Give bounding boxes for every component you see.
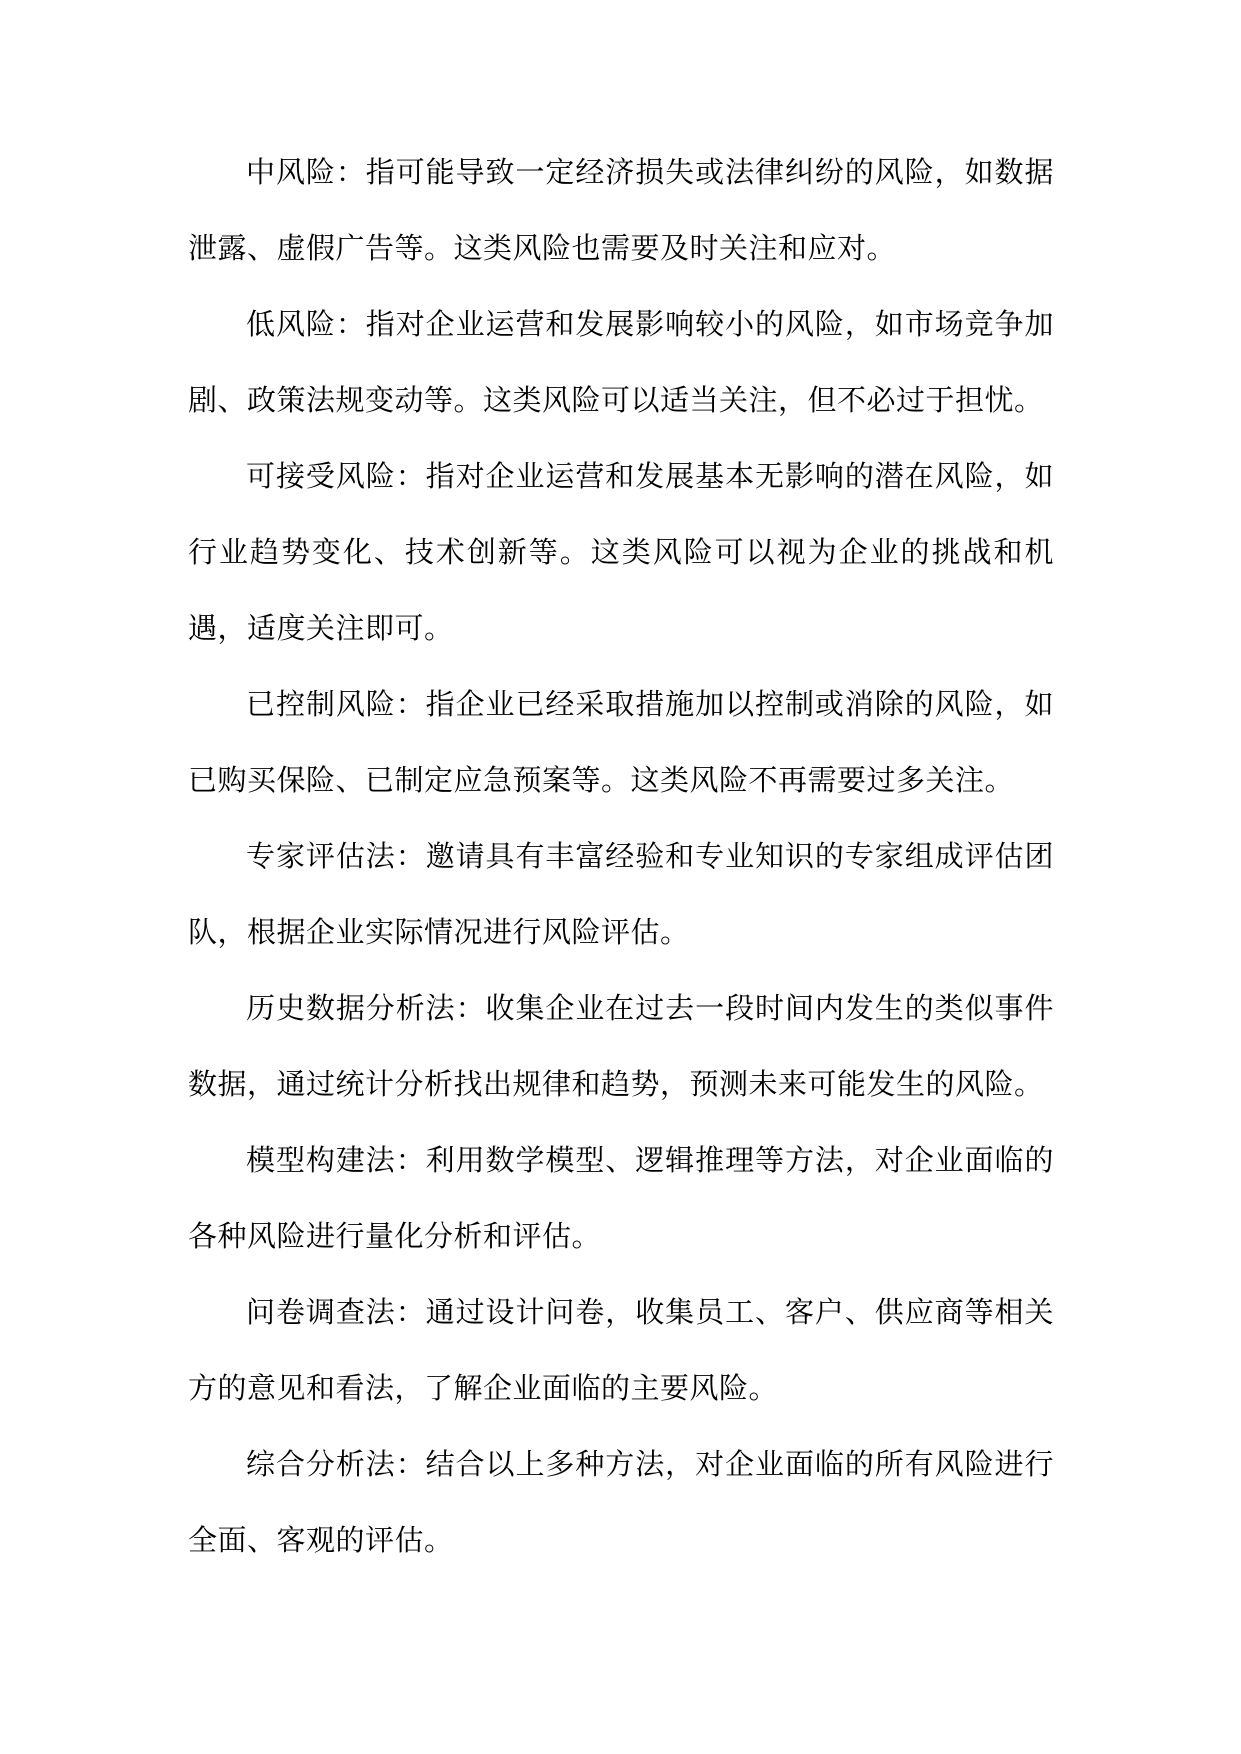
paragraph-comprehensive-analysis: 综合分析法：结合以上多种方法，对企业面临的所有风险进行全面、客观的评估。 — [188, 1447, 1054, 1557]
paragraph-model-building: 模型构建法：利用数学模型、逻辑推理等方法，对企业面临的各种风险进行量化分析和评估。 — [188, 1143, 1054, 1253]
paragraph-acceptable-risk: 可接受风险：指对企业运营和发展基本无影响的潜在风险，如行业趋势变化、技术创新等。这类风险可以视为企业的挑战和机遇，适度关注即可。 — [188, 459, 1054, 645]
paragraph-expert-assessment: 专家评估法：邀请具有丰富经验和专业知识的专家组成评估团队，根据企业实际情况进行风险评估。 — [188, 839, 1054, 949]
document-body — [188, 134, 1054, 1578]
paragraph-low-risk: 低风险：指对企业运营和发展影响较小的风险，如市场竞争加剧、政策法规变动等。这类风险可以适当关注，但不必过于担忧。 — [188, 307, 1054, 417]
paragraph-questionnaire-survey: 问卷调查法：通过设计问卷，收集员工、客户、供应商等相关方的意见和看法，了解企业面临的主要风险。 — [188, 1295, 1054, 1405]
paragraph-controlled-risk: 已控制风险：指企业已经采取措施加以控制或消除的风险，如已购买保险、已制定应急预案等。这类风险不再需要过多关注。 — [188, 687, 1054, 797]
paragraph-historical-data-analysis: 历史数据分析法：收集企业在过去一段时间内发生的类似事件数据，通过统计分析找出规律和趋势，预测未来可能发生的风险。 — [188, 991, 1054, 1101]
paragraph-medium-risk: 中风险：指可能导致一定经济损失或法律纠纷的风险，如数据泄露、虚假广告等。这类风险也需要及时关注和应对。 — [188, 155, 1054, 265]
